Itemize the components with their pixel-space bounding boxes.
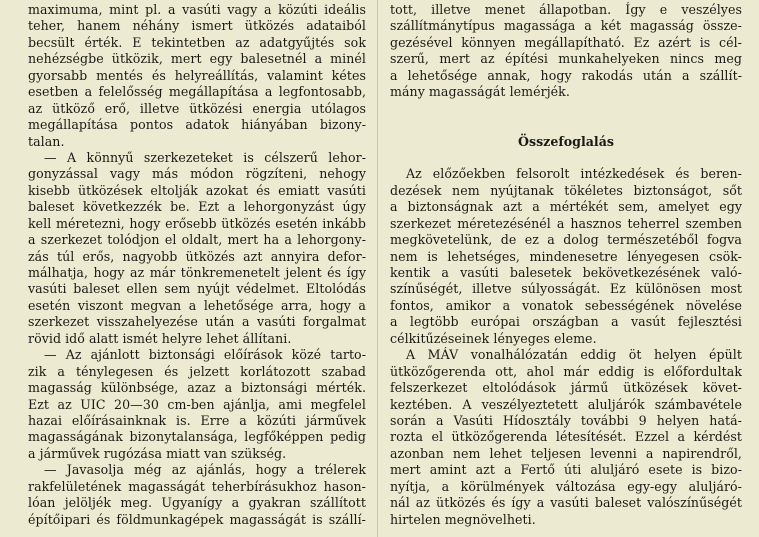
text-line: A MÁV vonalhálózatán eddig öt helyen épült	[406, 347, 742, 363]
text-line: nál az ütközés és így a vasúti baleset valószínűségét	[390, 495, 742, 511]
text-line: becsült érték. E tekintetben az adatgyűjtés sok	[28, 34, 366, 50]
text-line: tott, illetve menet állapotban. Így e veszélyes	[390, 2, 742, 17]
text-line: kisebb ütközések eltolják azokat és emiatt vasúti	[28, 182, 366, 198]
text-line: esetben a felelősség megállapítása a legfontosabb,	[28, 84, 366, 100]
column-divider	[377, 0, 378, 537]
text-line: — Javasolja még az ajánlás, hogy a trélerek	[44, 462, 366, 478]
text-line: szerű, mert az építési munkahelyeken nincs meg	[390, 51, 742, 67]
text-line: zás túl erős, nagyobb ütközés azt annyira defor-	[28, 248, 366, 264]
text-line: megkövetelünk, de ez a dolog természetéből fogva	[390, 232, 742, 248]
text-line: építőipari és földmunkagépek magasságát is szállí-	[28, 511, 366, 527]
text-line: magasság különbsége, azaz a biztonsági mérték.	[28, 380, 366, 396]
text-line: Az előzőekben felsorolt intézkedések és beren-	[406, 166, 742, 182]
text-line: gonyzással vagy más módon rögzíteni, nehogy	[28, 166, 366, 182]
text-line: hirtelen megnövelheti.	[390, 511, 536, 527]
text-line: — Az ajánlott biztonsági előírások közé tarto-	[44, 347, 366, 363]
text-line: zik a ténylegesen és jelzett korlátozott szabad	[28, 363, 366, 379]
text-line: baleset következzék be. Ezt a lehorgonyzást úgy	[28, 199, 366, 215]
text-line: célkitűzéseinek lényeges eleme.	[390, 330, 597, 346]
text-line: az ütköző erő, illetve ütközési energia utólagos	[28, 100, 366, 116]
text-line: nyítja, a körülmények változása egy-egy aluljáró-	[390, 478, 742, 494]
text-line: során a Vasúti Hídosztály további 9 helyen hatá-	[390, 412, 742, 428]
text-line: gyorsabb mentés és helyreállítás, valamint kétes	[28, 67, 366, 83]
text-line: hazai előírásainknak is. Erre a közúti járművek	[28, 412, 366, 428]
text-line: szerkezet méretezésénél a hasznos teherrel szemben	[390, 215, 742, 231]
text-line: szállítmánytípus magassága a két magasság össze-	[390, 18, 742, 34]
right-column	[390, 2, 742, 528]
text-line: rozta el ütközőgerenda létesítését. Ezzel a kérdést	[390, 429, 742, 445]
text-line: a szerkezet tolódjon el oldalt, mert ha a lehorgony-	[28, 232, 366, 248]
section-heading: Összefoglalás	[518, 133, 614, 149]
text-line: megállapítása pontos adatok hiányában bizony-	[28, 117, 366, 133]
text-line: dezések nem nyújtanak tökéletes biztonságot, sőt	[390, 182, 742, 198]
text-line: a biztonságnak azt a mértékét sem, amelyet egy	[390, 199, 742, 215]
text-line: azonban nem lehet teljesen levenni a napirendről,	[390, 445, 742, 461]
text-line: talan.	[28, 133, 65, 149]
text-line: felszerkezet eltolódások jármű ütközések követ-	[390, 380, 742, 396]
text-line: nem is lehetséges, mindenesetre lényegesen csök-	[390, 248, 742, 264]
text-line: a járművek rugózása miatt van szükség.	[28, 445, 287, 461]
text-line: — A könnyű szerkezeteket is célszerű lehor-	[44, 149, 366, 165]
text-line: lóan jelöljék meg. Ugyanígy a gyakran szállított	[28, 495, 366, 511]
text-line: teher, hanem néhány ismert ütközés adataiból	[28, 18, 366, 34]
text-line: a legtöbb európai országban a vasút fejlesztési	[390, 314, 742, 330]
text-line: nehézségbe ütközik, mert egy balesetnél a minél	[28, 51, 366, 67]
left-column	[28, 2, 366, 528]
text-line: mány magasságát lemérjék.	[390, 84, 570, 100]
text-line: a lehetősége annak, hogy rakodás után a szállít-	[390, 67, 742, 83]
text-line: vasúti baleset ellen sem nyújt védelmet. Eltolódás	[28, 281, 366, 297]
text-line: fontos, amikor a vonatok sebességének növelése	[390, 297, 742, 313]
text-line: szerkezet visszahelyezése után a vasúti forgalmat	[28, 314, 366, 330]
text-line: maximuma, mint pl. a vasúti vagy a közúti ideális	[28, 2, 366, 17]
text-line: kentik a vasúti balesetek bekövetkezésének való-	[390, 265, 742, 280]
text-line: mert amint azt a Fertő úti aluljáró esete is bizo-	[390, 462, 742, 478]
text-line: kell méretezni, hogy erősebb ütközés esetén inkább	[28, 215, 366, 231]
text-line: gezésével könnyen megállapítható. Ez azért is cél-	[390, 34, 742, 50]
text-line: Ezt az UIC 20—30 cm-ben ajánlja, ami megfelel	[28, 396, 366, 412]
text-line: málhatja, hogy az már tönkremenetelt jelent és így	[28, 265, 366, 280]
text-line: színűségét, illetve súlyosságát. Ez különösen most	[390, 281, 742, 297]
text-line: esetén viszont megvan a lehetősége arra, hogy a	[28, 297, 366, 313]
text-line: rakfelületének magasságát teherbírásukhoz hason-	[28, 478, 366, 494]
text-line: ütközőgerenda ott, ahol már eddig is előfordultak	[390, 363, 742, 379]
text-line: rövid idő alatt ismét helyre lehet állítani.	[28, 330, 292, 346]
text-line: keztében. A veszélyeztetett aluljárók számbavétele	[390, 396, 742, 412]
text-line: magasságának bizonytalansága, legfőképpen pedig	[28, 429, 366, 445]
